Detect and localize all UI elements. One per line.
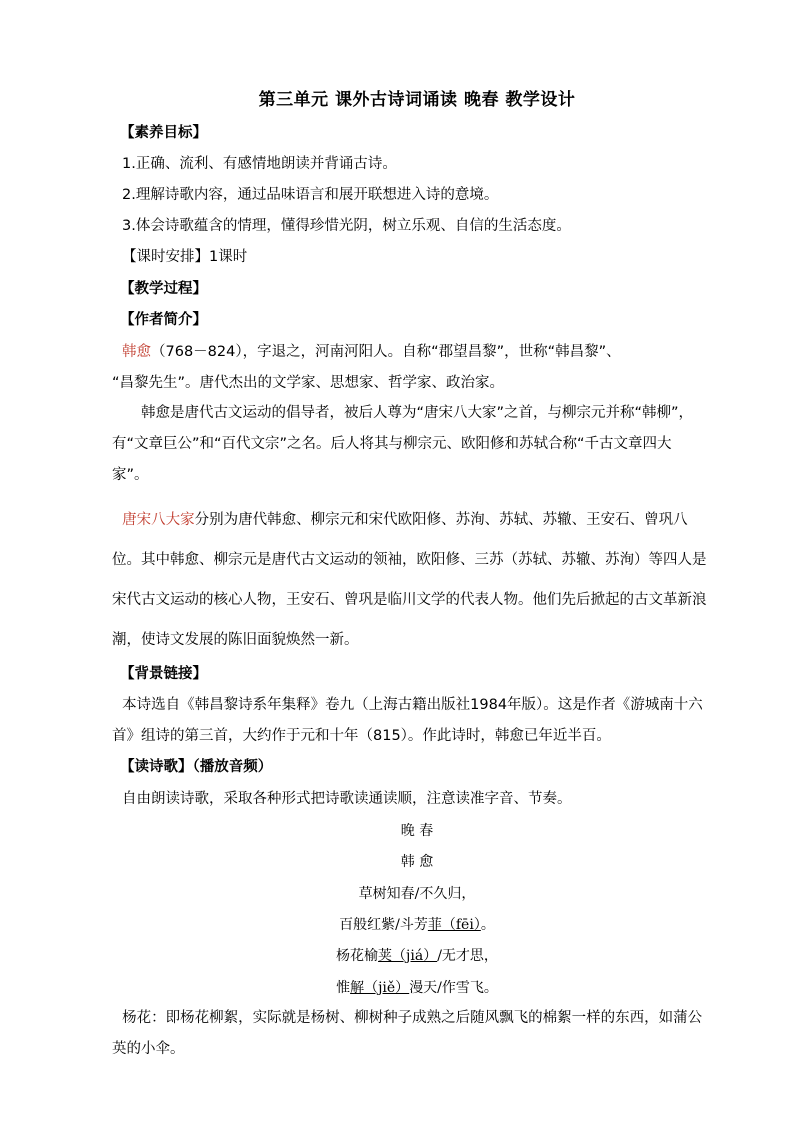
eight-masters-text: 分别为唐代韩愈、柳宗元和宋代欧阳修、苏洵、苏轼、苏辙、王安石、曾巩八位。其中韩愈、柳宗元是唐代古文运动的领袖，欧阳修、三苏（苏轼、苏辙、苏洵）等四人是宋代古文运动的核心人物，王安石、曾巩是临川文学的代表人物。他们先后掀起的古文革新浪潮，使诗文发展的陈旧面貌焕然一新。 [112, 512, 707, 648]
eight-masters-term: 唐宋八大家 [122, 512, 195, 528]
poem-line-4-a: 惟 [336, 980, 351, 996]
reading-audio-note: （播放音频） [192, 759, 273, 775]
goals-heading: 【素养目标】 [120, 125, 207, 141]
author-intro-rest: （768－824），字退之，河南河阳人。自称“郡望昌黎”，世称“韩昌黎”、 [151, 344, 621, 360]
author-intro-line2: “昌黎先生”。唐代杰出的文学家、思想家、哲学家、政治家。 [112, 375, 505, 391]
poem-line-3-b: /无才思， [437, 948, 498, 964]
poplar-note: 杨花：即杨花柳絮，实际就是杨树、柳树种子成熟之后随风飘飞的棉絮一样的东西，如蒲公英的小伞。 [112, 1010, 703, 1057]
poem-line-2-a: 百般红紫/斗芳 [339, 917, 428, 933]
poem-line-2-b: 。 [480, 917, 495, 933]
process-heading: 【教学过程】 [120, 281, 207, 297]
goal-item-1: 1.正确、流利、有感情地朗读并背诵古诗。 [122, 156, 397, 172]
author-intro-line1 [122, 342, 621, 362]
poem-line-4-annotated: 解（jiě） [350, 980, 410, 996]
poem-line-1: 草树知春/不久归， [358, 886, 476, 902]
poem-line-2-annotated: 菲（fēi） [427, 917, 481, 933]
poem-line-3-annotated: 荚（jiá） [378, 948, 438, 964]
author-heading: 【作者简介】 [120, 312, 207, 328]
goal-item-2: 2.理解诗歌内容，通过品味语言和展开联想进入诗的意境。 [122, 187, 499, 203]
page-title: 第三单元 课外古诗词诵读 晚春 教学设计 [258, 90, 576, 110]
schedule-value: 1课时 [209, 249, 248, 265]
poem-line-4-b: 漫天/作雪飞。 [409, 980, 498, 996]
schedule-line [122, 247, 247, 267]
goal-item-3: 3.体会诗歌蕴含的情理，懂得珍惜光阴，树立乐观、自信的生活态度。 [122, 218, 571, 234]
poem-line-3-a: 杨花榆 [336, 948, 379, 964]
author-name: 韩愈 [122, 344, 151, 360]
poem-line-2 [0, 914, 794, 934]
poem-line-4 [0, 977, 794, 997]
reading-instruction: 自由朗读诗歌，采取各种形式把诗歌读通读顺，注意读准字音、节奏。 [122, 791, 572, 807]
poem-line-3 [0, 945, 794, 965]
schedule-label: 【课时安排】 [122, 249, 209, 265]
background-heading: 【背景链接】 [120, 666, 207, 682]
author-paragraph-2: 韩愈是唐代古文运动的倡导者，被后人尊为“唐宋八大家”之首，与柳宗元并称“韩柳”，有“文章巨公”和“百代文宗”之名。后人将其与柳宗元、欧阳修和苏轼合称“千古文章四大家”。 [112, 405, 694, 483]
author-paragraph-3 [112, 500, 708, 660]
reading-heading: 【读诗歌】 [120, 759, 193, 775]
poem-author: 韩 愈 [400, 854, 434, 870]
background-text: 本诗选自《韩昌黎诗系年集释》卷九（上海古籍出版社1984年版）。这是作者《游城南十六首》组诗的第三首，大约作于元和十年（815）。作此诗时，韩愈已年近半百。 [112, 697, 703, 744]
reading-line [120, 757, 272, 777]
poem-title: 晚 春 [400, 823, 434, 839]
